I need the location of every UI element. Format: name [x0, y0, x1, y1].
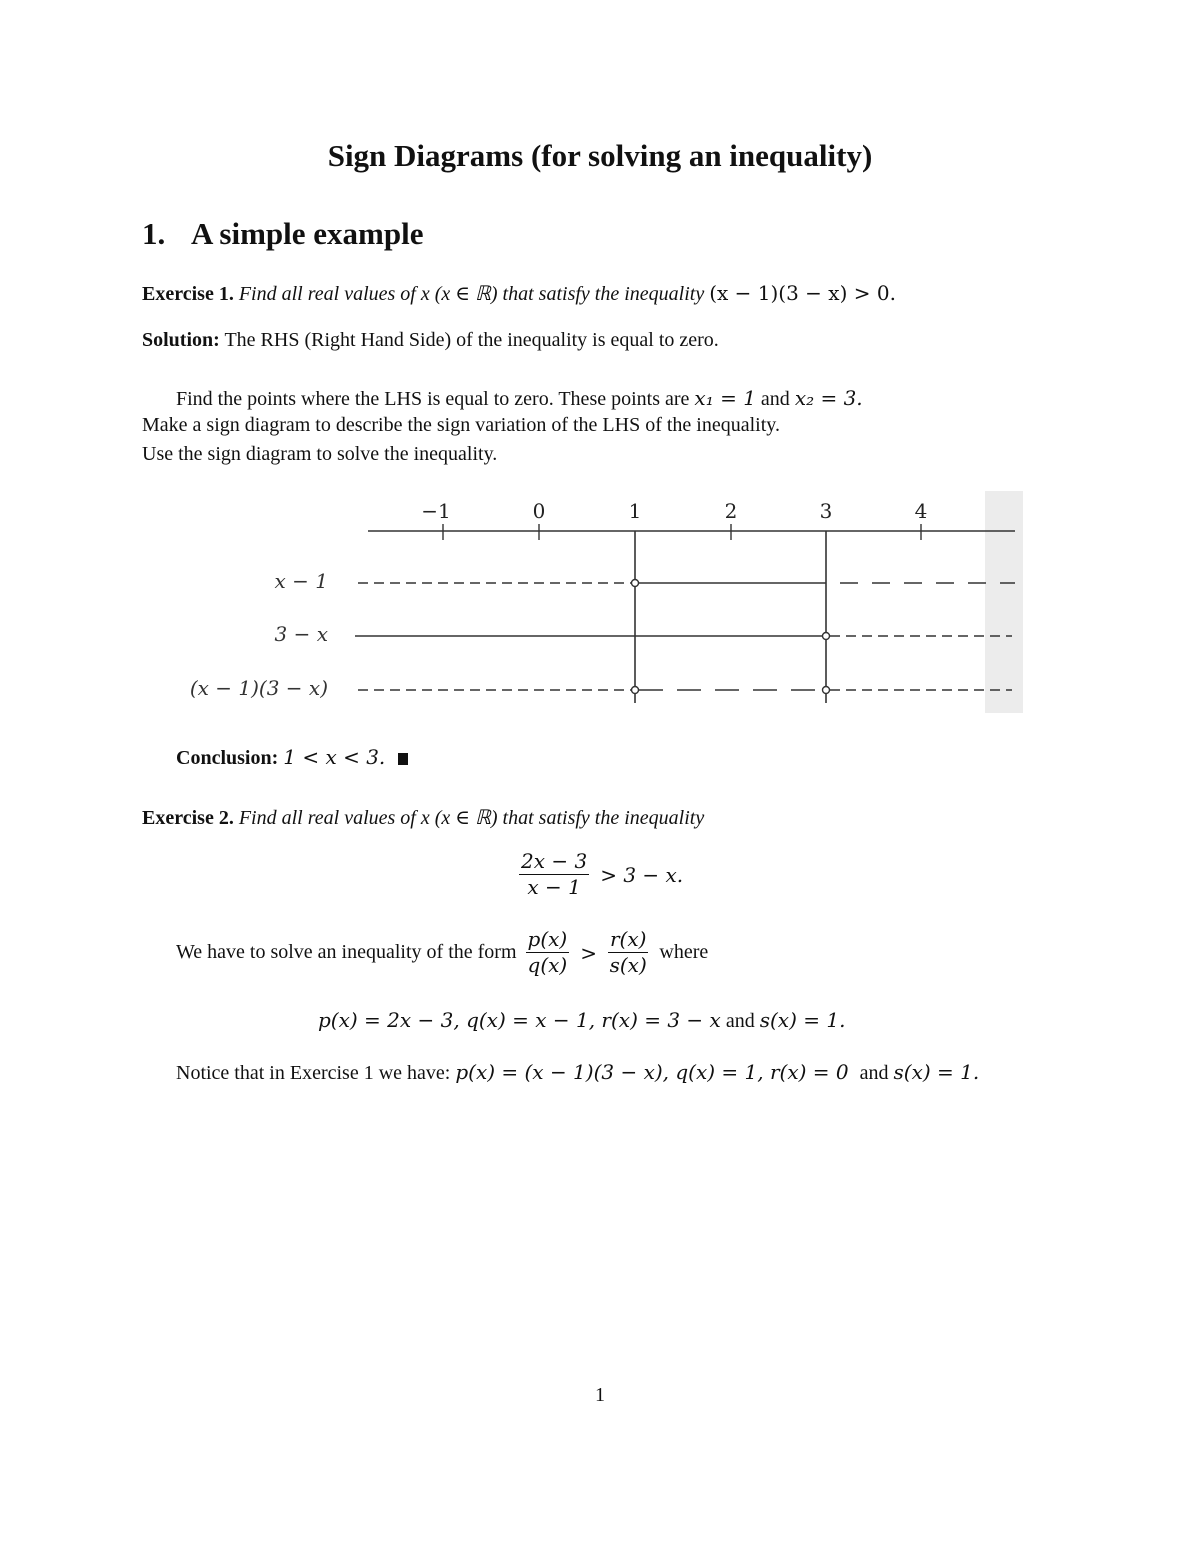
steps-line-1-text: Find the points where the LHS is equal to zero. These points are	[176, 388, 690, 410]
fraction-numerator: 2x − 3	[521, 849, 588, 873]
tick-label-4: 4	[914, 499, 928, 523]
row-label-3-minus-x: 3 − x	[274, 622, 328, 646]
tick-label-2: 2	[724, 499, 738, 523]
notice	[176, 1060, 979, 1085]
exercise-2-text: Find all real values of x (x ∈ ℝ) that satisfy the inequality	[238, 807, 705, 829]
form-r: r(x)	[609, 927, 647, 951]
scan-shade	[985, 491, 1023, 713]
sign-diagram	[0, 488, 1200, 718]
definitions	[318, 1008, 845, 1033]
exercise-1-text: Find all real values of x (x ∈ ℝ) that satisfy the inequality	[238, 283, 705, 305]
exercise-2	[142, 805, 704, 830]
form-left-fraction	[526, 927, 570, 978]
tick-marks	[443, 524, 921, 540]
zero-marker	[823, 633, 830, 640]
steps-line-3: Use the sign diagram to solve the inequality.	[142, 443, 498, 465]
form-gt: >	[580, 940, 597, 965]
conclusion	[176, 745, 408, 770]
exercise-1-label: Exercise 1.	[142, 283, 234, 305]
fraction-denominator: x − 1	[527, 875, 581, 899]
form-where: where	[659, 941, 709, 963]
solution-text: The RHS (Right Hand Side) of the inequality is equal to zero.	[224, 329, 719, 351]
definitions-main: p(x) = 2x − 3, q(x) = x − 1, r(x) = 3 − x	[318, 1008, 721, 1032]
definitions-last: s(x) = 1.	[759, 1008, 846, 1032]
row-label-product: (x − 1)(3 − x)	[189, 676, 328, 700]
zero-marker	[632, 580, 639, 587]
notice-text: Notice that in Exercise 1 we have:	[176, 1062, 451, 1084]
steps-and: and	[760, 388, 790, 410]
section-number: 1.	[142, 216, 166, 251]
qed-square-icon	[398, 753, 408, 765]
fraction	[519, 849, 589, 900]
zero-marker	[823, 687, 830, 694]
solution	[142, 329, 719, 352]
form-right-fraction	[608, 927, 648, 978]
root-x2: x₂ = 3.	[794, 386, 863, 410]
row-label-x-minus-1: x − 1	[274, 569, 328, 593]
steps-line-2: Make a sign diagram to describe the sign variation of the LHS of the inequality.	[142, 414, 780, 436]
section-title: A simple example	[191, 216, 424, 251]
conclusion-interval: 1 < x < 3.	[283, 745, 386, 769]
form-line	[176, 927, 708, 978]
conclusion-label: Conclusion:	[176, 747, 279, 769]
tick-label-3: 3	[819, 499, 833, 523]
page-number: 1	[595, 1384, 605, 1406]
form-intro: We have to solve an inequality of the form	[176, 941, 517, 963]
form-s: s(x)	[609, 953, 647, 977]
steps-line-1	[176, 386, 863, 411]
notice-last: s(x) = 1.	[893, 1060, 980, 1084]
tick-label-neg1: −1	[421, 499, 451, 523]
page-title: Sign Diagrams (for solving an inequality)	[327, 138, 873, 173]
exercise-2-formula	[519, 849, 683, 900]
form-p: p(x)	[527, 927, 568, 951]
notice-math: p(x) = (x − 1)(3 − x), q(x) = 1, r(x) = 0	[455, 1060, 849, 1084]
exercise-2-label: Exercise 2.	[142, 807, 234, 829]
exercise-1-inequality: (x − 1)(3 − x) > 0.	[709, 281, 896, 305]
exercise-2-rhs: > 3 − x.	[600, 862, 684, 887]
zero-marker	[632, 687, 639, 694]
exercise-1	[142, 281, 896, 306]
solution-label: Solution:	[142, 329, 220, 351]
tick-label-1: 1	[628, 499, 642, 523]
root-x1: x₁ = 1	[694, 386, 756, 410]
form-q: q(x)	[527, 953, 568, 977]
notice-and: and	[859, 1062, 889, 1084]
section-heading	[142, 216, 424, 252]
tick-label-0: 0	[532, 499, 546, 523]
definitions-and: and	[725, 1010, 755, 1032]
